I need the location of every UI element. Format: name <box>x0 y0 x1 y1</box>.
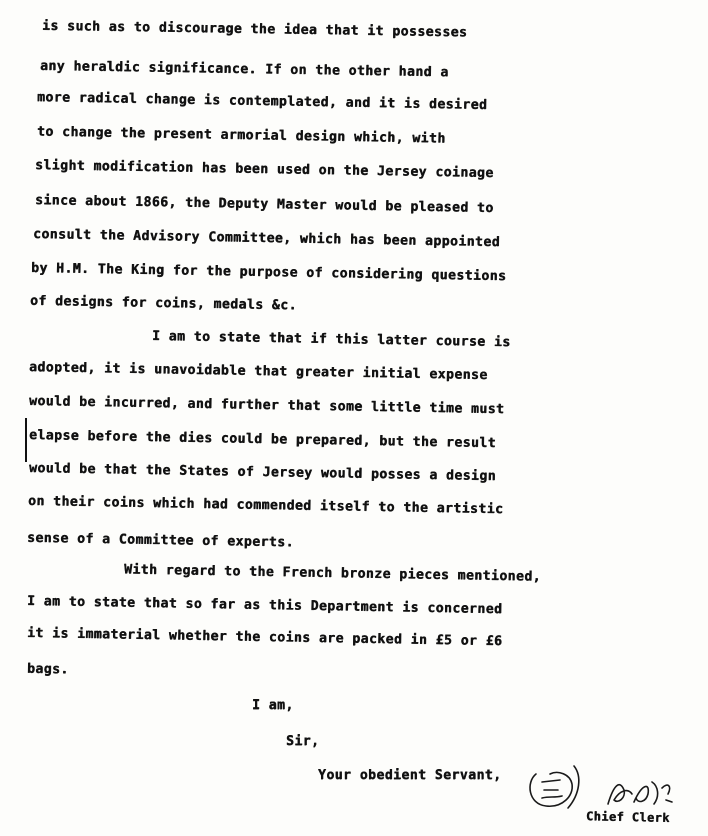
body-line: more radical change is contemplated, and it is desired <box>36 90 488 113</box>
body-line: adopted, it is unavoidable that greater initial expense <box>28 359 488 384</box>
body-line: bags. <box>26 661 69 678</box>
body-line: by H.M. The King for the purpose of considering questions <box>30 260 507 285</box>
body-line: I am to state that if this latter course is <box>151 328 511 351</box>
body-line: since about 1866, the Deputy Master would be pleased to <box>34 192 494 217</box>
body-line: is such as to discourage the idea that it possesses <box>41 18 468 41</box>
body-line: I am to state that so far as this Department is concerned <box>26 593 503 618</box>
body-line: of designs for coins, medals &c. <box>29 293 297 314</box>
closing-salutation: Sir, <box>286 734 320 749</box>
body-line: on their coins which had commended itself to the artistic <box>27 493 504 518</box>
body-line: any heraldic significance. If on the other hand a <box>39 58 449 81</box>
body-line: would be incurred, and further that some little time must <box>28 393 505 418</box>
closing-i-am: I am, <box>252 698 294 713</box>
body-line: With regard to the French bronze pieces mentioned, <box>123 562 542 585</box>
closing-sign-off: Your obedient Servant, <box>318 768 502 783</box>
body-line: it is immaterial whether the coins are packed in £5 or £6 <box>26 625 503 650</box>
handwritten-signature <box>522 760 692 816</box>
body-line: slight modification has been used on the Jersey coinage <box>34 157 494 182</box>
body-line: elapse before the dies could be prepared, but the result <box>28 427 497 452</box>
body-line: sense of a Committee of experts. <box>26 530 294 551</box>
left-margin-mark <box>25 418 27 462</box>
body-line: to change the present armorial design which, with <box>36 124 446 147</box>
signatory-title: Chief Clerk <box>585 809 671 825</box>
body-line: consult the Advisory Committee, which has been appointed <box>32 226 501 251</box>
body-line: would be that the States of Jersey would posses a design <box>28 460 497 485</box>
